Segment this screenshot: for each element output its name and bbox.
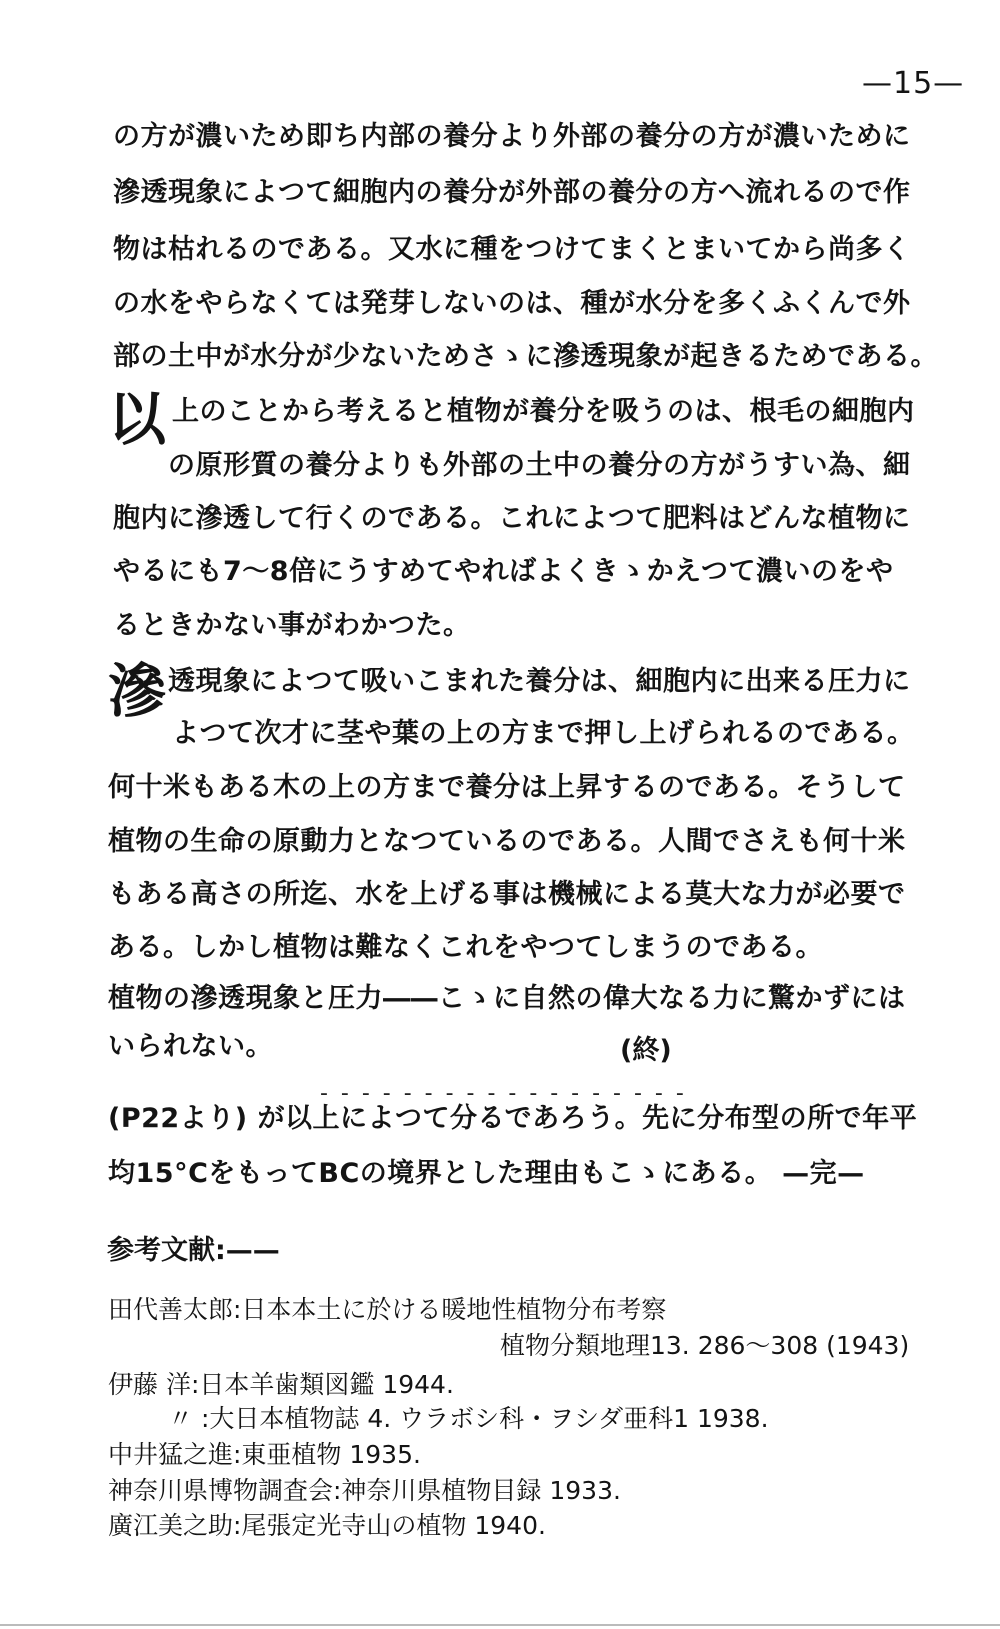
- reference-entry: 中井猛之進:東亜植物 1935.: [108, 1440, 421, 1469]
- references-heading: 参考文献:——: [107, 1235, 280, 1266]
- body-line: やるにも7〜8倍にうすめてやればよくきゝかえつて濃いのをや: [113, 556, 894, 587]
- reference-entry: 田代善太郎:日本本土に於ける暖地性植物分布考察: [108, 1295, 667, 1324]
- reference-entry: 伊藤 洋:日本羊歯類図鑑 1944.: [108, 1370, 454, 1399]
- reference-entry: 廣江美之助:尾張定光寺山の植物 1940.: [108, 1511, 546, 1540]
- end-mark: (終): [620, 1035, 672, 1066]
- body-line: 透現象によつて吸いこまれた養分は、細胞内に出来る圧力に: [168, 666, 911, 697]
- reference-entry: 植物分類地理13. 286〜308 (1943): [500, 1331, 910, 1360]
- dashed-separator: - - - - - - - - - - - - - - - - - -: [320, 1081, 687, 1106]
- body-line: るときかない事がわかつた。: [113, 610, 471, 641]
- body-line: 何十米もある木の上の方まで養分は上昇するのである。そうして: [108, 772, 906, 803]
- reference-entry: 神奈川県博物調査会:神奈川県植物目録 1933.: [108, 1476, 621, 1505]
- page-bottom-edge: [0, 1624, 1000, 1626]
- body-line: 植物の滲透現象と圧力――こゝに自然の偉大なる力に驚かずには: [108, 983, 906, 1014]
- body-line: の原形質の養分よりも外部の土中の養分の方がうすい為、細: [168, 450, 911, 481]
- page-number: —15—: [862, 66, 965, 101]
- body-line: いられない。: [108, 1031, 273, 1062]
- note-line: 均15°CをもってBCの境界とした理由もこゝにある。 —完—: [108, 1158, 865, 1189]
- body-line: 部の土中が水分が少ないためさゝに滲透現象が起きるためである。: [113, 341, 938, 372]
- body-line: の水をやらなくては発芽しないのは、種が水分を多くふくんで外: [113, 288, 911, 319]
- body-line: 植物の生命の原動力となつているのである。人間でさえも何十米: [108, 826, 906, 857]
- body-line: の方が濃いため即ち内部の養分より外部の養分の方が濃いために: [113, 121, 911, 152]
- reference-entry: 〃 :大日本植物誌 4. ウラボシ科・ヲシダ亜科1 1938.: [168, 1404, 769, 1433]
- body-line: 滲透現象によつて細胞内の養分が外部の養分の方へ流れるので作: [113, 177, 911, 208]
- body-line: 上のことから考えると植物が養分を吸うのは、根毛の細胞内: [172, 396, 915, 427]
- body-line: ある。しかし植物は難なくこれをやつてしまうのである。: [108, 932, 823, 963]
- body-line: よつて次才に茎や葉の上の方まで押し上げられるのである。: [172, 718, 915, 749]
- paragraph-initial: 滲: [108, 657, 167, 725]
- paragraph-initial: 以: [108, 385, 167, 453]
- body-line: 胞内に滲透して行くのである。これによつて肥料はどんな植物に: [113, 503, 911, 534]
- note-line: (P22より) が以上によつて分るであろう。先に分布型の所で年平: [108, 1103, 918, 1134]
- body-line: もある高さの所迄、水を上げる事は機械による莫大な力が必要で: [108, 879, 906, 910]
- body-line: 物は枯れるのである。又水に種をつけてまくとまいてから尚多く: [113, 234, 911, 265]
